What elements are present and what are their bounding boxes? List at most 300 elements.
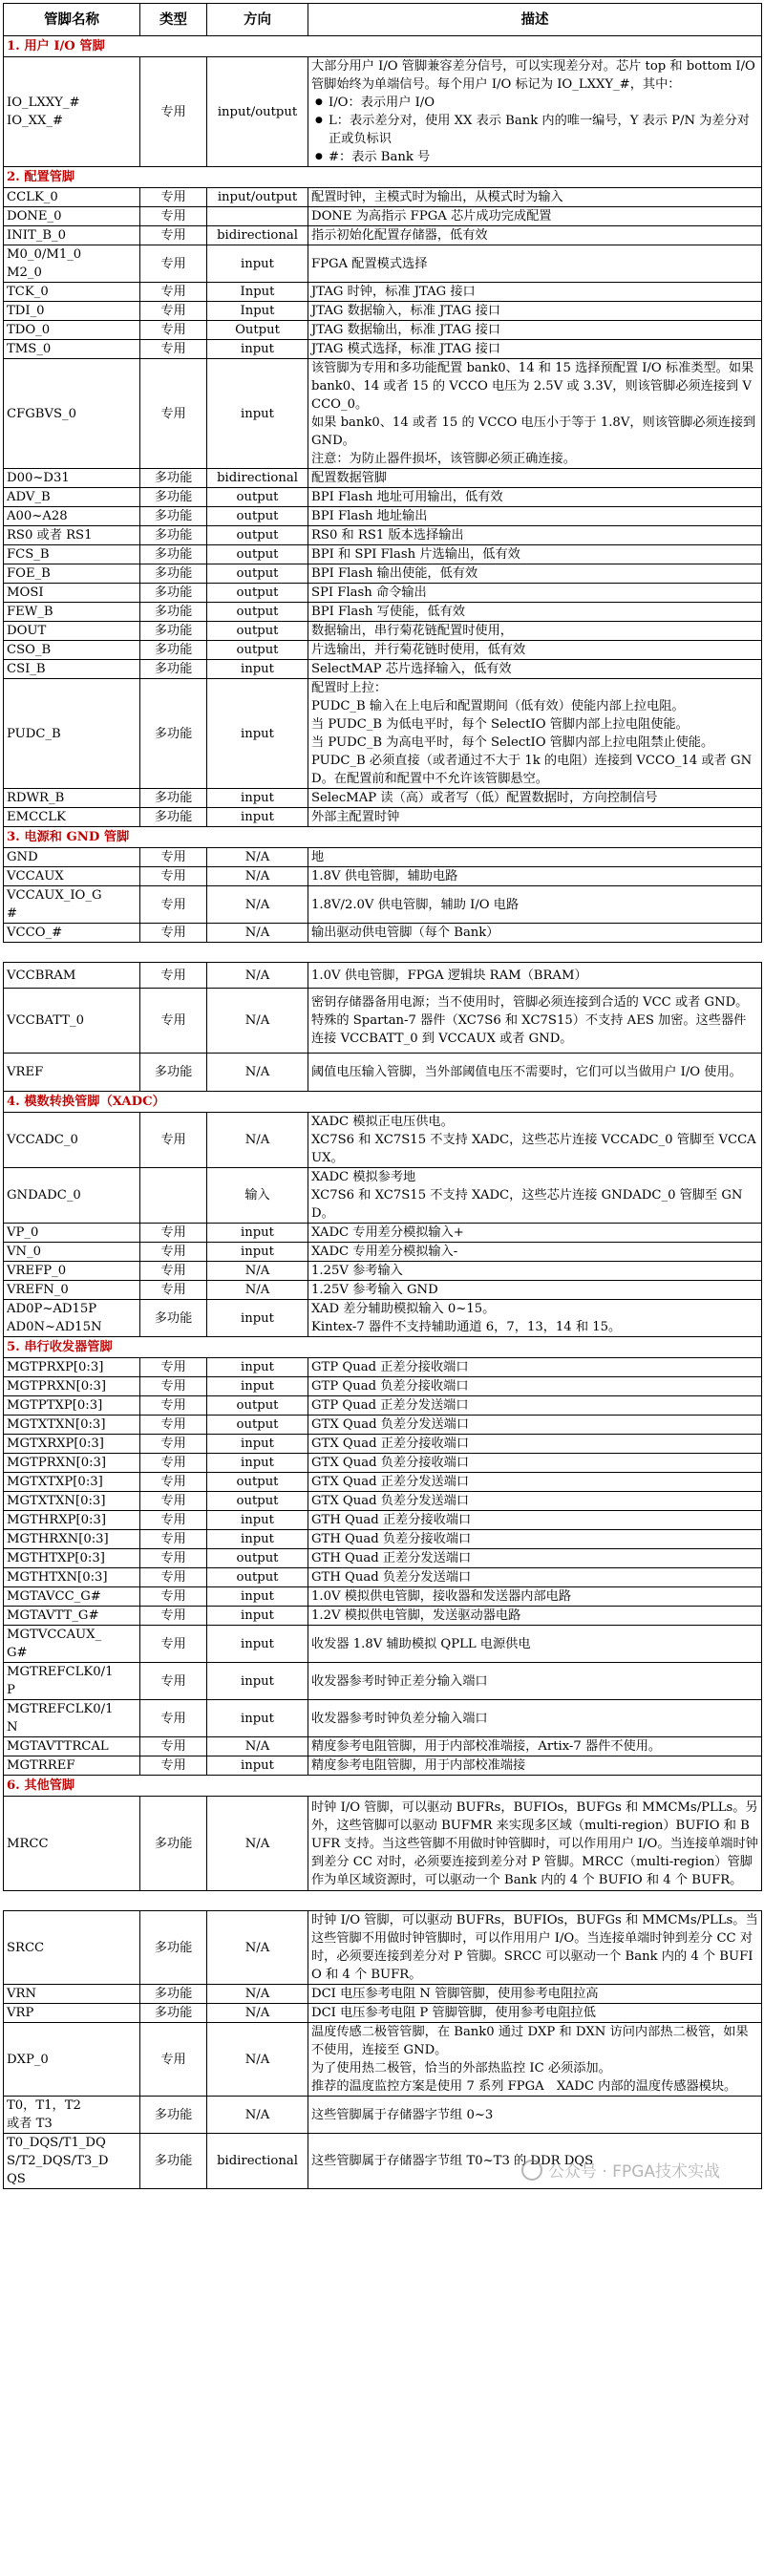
pin-direction-text: input: [241, 1310, 274, 1326]
pin-name-text: T0_DQS/T1_DQ S/T2_DQS/T3_D QS: [7, 2136, 109, 2186]
pin-name: [4, 867, 140, 886]
pin-type-text: 专用: [160, 1551, 186, 1565]
section-header: [4, 1776, 762, 1797]
pin-name-text: VCCAUX: [7, 869, 64, 884]
pin-type: [140, 302, 207, 321]
pin-type-text: 多功能: [154, 605, 193, 619]
pin-description: [308, 283, 762, 302]
pin-row: [4, 526, 762, 545]
pin-type: [140, 1281, 207, 1300]
pin-description-text: XAD 差分辅助模拟输入 0~15。 Kintex-7 器件不支持辅助通道 6，7，13，14 和 15。: [311, 1302, 622, 1334]
pin-direction-text: input: [241, 810, 274, 824]
pin-name: [4, 1396, 140, 1416]
pin-description-text: 配置时钟，主模式时为输出，从模式时为输入: [311, 190, 563, 204]
pin-description: [308, 488, 762, 507]
pin-direction-text: input/output: [217, 104, 298, 119]
pin-name: [4, 989, 140, 1054]
pin-direction: [207, 886, 308, 924]
pin-type-text: 专用: [160, 228, 186, 243]
section-header: [4, 1092, 762, 1113]
pin-direction-text: input: [241, 256, 274, 271]
pin-description-text: 1.0V 模拟供电管脚，接收器和发送器内部电路: [311, 1589, 572, 1604]
pin-row: [4, 1756, 762, 1776]
pin-description-text: 收发器 1.8V 辅助模拟 QPLL 电源供电: [311, 1636, 531, 1651]
pin-name-text: VCCBRAM: [7, 968, 76, 983]
pin-description-text: 地: [311, 850, 325, 864]
pin-row: [4, 886, 762, 924]
pin-description-text: GTP Quad 正差分接收端口: [311, 1360, 469, 1374]
pin-name-text: MGTREFCLK0/1 N: [7, 1702, 114, 1735]
pin-name-text: MGTAVTT_G#: [7, 1608, 99, 1623]
pin-type: [140, 1663, 207, 1700]
pin-direction-text: output: [236, 1475, 279, 1489]
pin-type-text: 专用: [160, 1673, 186, 1689]
pin-row: [4, 1549, 762, 1568]
pin-row: [4, 808, 762, 827]
pin-name: [4, 1492, 140, 1511]
pin-name: [4, 1549, 140, 1568]
pin-description: [308, 660, 762, 679]
pin-direction: [207, 1473, 308, 1492]
pin-direction: [207, 302, 308, 321]
pin-type-text: 专用: [160, 1532, 186, 1546]
pin-description-text: GTX Quad 负差分接收端口: [311, 1456, 470, 1470]
pin-name: [4, 245, 140, 283]
pin-type-text: 专用: [160, 1360, 186, 1374]
pin-description: [308, 641, 762, 660]
pin-type: [140, 2023, 207, 2097]
pin-direction-text: input: [241, 1437, 274, 1451]
pin-description: [308, 1243, 762, 1262]
pin-description: [308, 603, 762, 622]
pin-row: [4, 545, 762, 564]
pin-description: [308, 1416, 762, 1435]
pin-type: [140, 340, 207, 359]
pin-direction-text: output: [236, 547, 279, 562]
pin-description-text: BPI Flash 地址输出: [311, 509, 428, 523]
pin-description: [308, 1300, 762, 1337]
pin-name-text: ADV_B: [7, 490, 51, 504]
pin-type-text: 专用: [160, 1264, 186, 1278]
pin-description: [308, 1549, 762, 1568]
pin-description: [308, 226, 762, 245]
pin-type-text: 多功能: [154, 1065, 193, 1079]
pin-description: [308, 302, 762, 321]
pin-direction: [207, 1262, 308, 1281]
pin-description-text: 1.8V 供电管脚，辅助电路: [311, 869, 458, 884]
pin-type: [140, 924, 207, 943]
pin-type-text: 专用: [160, 1417, 186, 1432]
pin-row: [4, 188, 762, 207]
pin-direction-text: N/A: [244, 1133, 270, 1147]
pin-type-text: 专用: [160, 926, 186, 940]
pin-description-text: SPI Flash 命令输出: [311, 585, 427, 600]
pin-row: [4, 963, 762, 989]
pin-name-text: TDI_0: [7, 304, 45, 318]
pin-direction-text: N/A: [244, 1065, 270, 1079]
pin-description: [308, 1985, 762, 2004]
pin-description-text: JTAG 数据输出，标准 JTAG 接口: [311, 323, 501, 337]
pin-direction-text: input: [241, 1589, 274, 1604]
pin-row: [4, 1700, 762, 1737]
pin-direction-text: bidirectional: [217, 2154, 298, 2168]
pin-description-text: SelectMAP 芯片选择输入，低有效: [311, 662, 512, 676]
pin-type: [140, 1756, 207, 1776]
wechat-logo-icon: [521, 2160, 542, 2181]
pin-name-text: TCK_0: [7, 285, 49, 299]
pin-direction: [207, 1243, 308, 1262]
pin-direction: [207, 1300, 308, 1337]
pin-type: [140, 1113, 207, 1168]
section-header: [4, 1337, 762, 1358]
pin-name-text: MGTXTXN[0:3]: [7, 1494, 106, 1508]
pin-name: [4, 603, 140, 622]
pin-description-text: XADC 模拟正电压供电。 XC7S6 和 XC7S15 不支持 XADC，这些芯片连接 VCCADC_0 管脚至 VCCAUX。: [311, 1115, 756, 1165]
pin-type-text: 多功能: [154, 490, 193, 504]
pin-name-text: MGTAVTTRCAL: [7, 1739, 109, 1754]
pin-description: [308, 584, 762, 603]
pin-name-text: DXP_0: [7, 2052, 49, 2067]
pin-row: [4, 1568, 762, 1587]
pin-direction-text: N/A: [244, 1739, 270, 1754]
pin-name-text: VN_0: [7, 1245, 42, 1259]
pin-row: [4, 622, 762, 641]
pin-description-text: 配置时上拉： PUDC_B 输入在上电后和配置期间（低有效）使能内部上拉电阻。 当 PUDC_B 为低电平时，每个 SelectIO 管脚内部上拉电阻使能。 当 PUDC_B 为高电平时，每个 SelectIO 管脚内部上拉电阻禁止使能。 PUDC_B 必须直接（或者通过不大于 1k 的电阻）连接到 VCCO_14 或者 GND。在配置前和配置中不允许该管脚悬空。: [311, 681, 753, 786]
pin-row: [4, 1377, 762, 1396]
pin-direction-text: N/A: [244, 1940, 270, 1955]
pin-direction: [207, 2023, 308, 2097]
pin-direction: [207, 1663, 308, 1700]
pin-direction-text: input: [241, 1532, 274, 1546]
pin-description-text: RS0 和 RS1 版本选择输出: [311, 528, 464, 543]
pin-direction: [207, 1281, 308, 1300]
pin-direction-text: input: [241, 1225, 274, 1240]
pin-direction: [207, 245, 308, 283]
pin-description-text: BPI Flash 地址可用输出，低有效: [311, 490, 503, 504]
pin-row: [4, 207, 762, 226]
pin-type-text: 专用: [160, 1513, 186, 1527]
pin-description: [308, 245, 762, 283]
section-header: [4, 36, 762, 57]
pin-row: [4, 1492, 762, 1511]
pin-type-text: 专用: [160, 1608, 186, 1623]
pin-type-text: 专用: [160, 1589, 186, 1604]
pin-name-text: MGTXTXN[0:3]: [7, 1417, 106, 1432]
pin-name: [4, 1262, 140, 1281]
pin-direction-text: input: [241, 1513, 274, 1527]
pin-description: [308, 1663, 762, 1700]
pin-name: [4, 584, 140, 603]
pin-name: [4, 545, 140, 564]
pin-name-text: MGTRREF: [7, 1758, 75, 1773]
pin-row: [4, 641, 762, 660]
description-list-item: ● L：表示差分对，使用 XX 表示 Bank 内的唯一编号，Y 表示 P/N 为差分对正或负标识: [329, 112, 758, 148]
pin-description: [308, 1262, 762, 1281]
pin-type: [140, 469, 207, 488]
pin-type: [140, 1911, 207, 1985]
pin-name: [4, 1911, 140, 1985]
pin-direction: [207, 660, 308, 679]
pin-direction-text: input: [241, 1456, 274, 1470]
pin-type: [140, 1549, 207, 1568]
pin-type-text: 专用: [160, 256, 186, 271]
pin-name-text: FEW_B: [7, 605, 53, 619]
pin-direction: [207, 1416, 308, 1435]
pin-name-text: MGTREFCLK0/1 P: [7, 1665, 114, 1697]
pin-name-text: MGTXRXP[0:3]: [7, 1437, 104, 1451]
pin-type: [140, 526, 207, 545]
pin-row: [4, 584, 762, 603]
pin-direction: [207, 1168, 308, 1224]
pin-row: [4, 924, 762, 943]
pin-direction: [207, 1358, 308, 1377]
pin-type-text: 多功能: [154, 810, 193, 824]
pin-direction-text: N/A: [244, 2107, 270, 2122]
pin-name: [4, 1737, 140, 1756]
pin-row: [4, 1243, 762, 1262]
pin-description-text: GTX Quad 负差分发送端口: [311, 1494, 470, 1508]
pin-description-text: 收发器参考时钟正差分输入端口: [311, 1673, 488, 1689]
pin-name: [4, 2097, 140, 2134]
pin-name: [4, 660, 140, 679]
pin-name-text: A00~A28: [7, 509, 68, 523]
pin-direction-text: bidirectional: [217, 228, 298, 243]
pin-description-text: 时钟 I/O 管脚，可以驱动 BUFRs，BUFIOs，BUFGs 和 MMCMs/PLLs。另外，这些管脚可以驱动 BUFMR 来实现多区域（multi-region）BUFIO 和 BUFR 支持。当这些管脚不用做时钟管脚时，可以作用用户 I/O。当连接单端时钟到差分 CC 对时，必须要连接到差分对 P 管脚。MRCC（multi-region）管脚作为单区域资源时，可以驱动一个 Bank 内的 4 个 BUFIO 和 4 个 BUFR。: [311, 1799, 758, 1887]
pin-description-text: 1.2V 模拟供电管脚，发送驱动器电路: [311, 1608, 521, 1623]
pin-direction-text: N/A: [244, 1283, 270, 1297]
pin-description-text: 1.25V 参考输入 GND: [311, 1283, 438, 1297]
pin-direction: [207, 1549, 308, 1568]
pin-type-text: 专用: [160, 1475, 186, 1489]
pin-description: [308, 1492, 762, 1511]
pin-name: [4, 1300, 140, 1337]
pin-type-text: 专用: [160, 1225, 186, 1240]
pin-direction: [207, 848, 308, 867]
pin-direction-text: output: [236, 490, 279, 504]
pin-type-text: 多功能: [154, 585, 193, 600]
pin-description: [308, 963, 762, 989]
pin-name-text: VRP: [7, 2006, 34, 2020]
pin-description: [308, 789, 762, 808]
pin-description-text: 精度参考电阻管脚，用于内部校准端接，Artix-7 器件不使用。: [311, 1739, 662, 1754]
pin-direction-text: input: [241, 662, 274, 676]
section-title: 6. 其他管脚: [4, 1776, 762, 1797]
pin-description: [308, 886, 762, 924]
pin-type: [140, 283, 207, 302]
pin-direction: [207, 1700, 308, 1737]
pin-description-text: 外部主配置时钟: [311, 810, 400, 824]
pin-direction-text: input: [241, 1608, 274, 1623]
pin-description: [308, 2023, 762, 2097]
pin-name: [4, 57, 140, 167]
pin-name: [4, 1511, 140, 1530]
section-title: 4. 模数转换管脚（XADC）: [4, 1092, 762, 1113]
pin-name: [4, 1700, 140, 1737]
header-type: 类型: [140, 4, 207, 36]
pin-name-text: RS0 或者 RS1: [7, 528, 93, 543]
pin-description: [308, 2097, 762, 2134]
pin-row: [4, 2004, 762, 2023]
pin-direction-text: output: [236, 605, 279, 619]
pin-direction: [207, 1054, 308, 1092]
pin-direction-text: input: [241, 1636, 274, 1651]
pin-type-text: 专用: [160, 1245, 186, 1259]
pin-name: [4, 924, 140, 943]
pin-type-text: 专用: [160, 850, 186, 864]
pin-direction-text: input: [241, 1245, 274, 1259]
pin-name-text: TDO_0: [7, 323, 51, 337]
pin-type: [140, 789, 207, 808]
pin-description-text: GTX Quad 负差分发送端口: [311, 1417, 470, 1432]
pin-direction: [207, 867, 308, 886]
pin-description-text: GTH Quad 正差分发送端口: [311, 1551, 472, 1565]
pin-description-text: 数据输出，串行菊花链配置时使用，: [311, 624, 513, 638]
pin-type: [140, 188, 207, 207]
pin-name: [4, 1416, 140, 1435]
pin-description-text: FPGA 配置模式选择: [311, 256, 428, 271]
pin-row: [4, 1663, 762, 1700]
description-list-item: ● #：表示 Bank 号: [329, 148, 758, 166]
pin-description-text: 温度传感二极管管脚，在 Bank0 通过 DXP 和 DXN 访问内部热二极管，如果不使用，连接至 GND。 为了使用热二极管，恰当的外部热监控 IC 必须添加。 推荐的温度监控方案是使用 7 系列 FPGA XADC 内部的温度传感器模块。: [311, 2025, 749, 2094]
pin-name-text: CFGBVS_0: [7, 406, 77, 421]
pin-name-text: FCS_B: [7, 547, 50, 562]
pin-direction-text: output: [236, 1398, 279, 1413]
pin-name: [4, 321, 140, 340]
pin-description-text: 输出驱动供电管脚（每个 Bank）: [311, 926, 499, 940]
pin-row: [4, 359, 762, 469]
pin-type-text: 多功能: [154, 566, 193, 581]
pin-row: [4, 1358, 762, 1377]
pin-direction-text: input: [241, 1379, 274, 1394]
pin-name: [4, 1756, 140, 1776]
pin-direction-text: output: [236, 1551, 279, 1565]
pin-type-text: 多功能: [154, 662, 193, 676]
pin-name-text: PUDC_B: [7, 726, 61, 741]
pin-description-text: GTH Quad 负差分接收端口: [311, 1532, 472, 1546]
pin-name-text: MGTXTXP[0:3]: [7, 1475, 103, 1489]
pin-name: [4, 1663, 140, 1700]
pin-row: [4, 488, 762, 507]
pin-description: [308, 1113, 762, 1168]
pin-type: [140, 1054, 207, 1092]
pin-direction-text: output: [236, 1494, 279, 1508]
pin-description-text: DONE 为高指示 FPGA 芯片成功完成配置: [311, 209, 552, 224]
pin-name-text: MGTPRXN[0:3]: [7, 1379, 107, 1394]
pin-row: [4, 226, 762, 245]
pin-name-text: IO_LXXY_# IO_XX_#: [7, 96, 80, 128]
pin-name: [4, 1626, 140, 1663]
pin-name: [4, 302, 140, 321]
pin-type: [140, 622, 207, 641]
pin-description-text: 阈值电压输入管脚，当外部阈值电压不需要时，它们可以当做用户 I/O 使用。: [311, 1065, 742, 1079]
pin-name-text: VREFP_0: [7, 1264, 67, 1278]
pin-description: [308, 867, 762, 886]
pin-type-text: 专用: [160, 1636, 186, 1651]
section-title: 2. 配置管脚: [4, 167, 762, 188]
pin-type-text: 专用: [160, 285, 186, 299]
pin-type: [140, 1358, 207, 1377]
pin-type-text: 专用: [160, 406, 186, 421]
pin-type-text: 多功能: [154, 1310, 193, 1326]
pin-row: [4, 1054, 762, 1092]
pin-name-text: CSI_B: [7, 662, 46, 676]
pin-type: [140, 1262, 207, 1281]
pin-direction-text: output: [236, 585, 279, 600]
pin-type: [140, 1700, 207, 1737]
pin-row: [4, 1454, 762, 1473]
pin-type: [140, 1985, 207, 2004]
pin-description: [308, 1756, 762, 1776]
pin-description: [308, 848, 762, 867]
pin-direction: [207, 584, 308, 603]
pin-name: [4, 507, 140, 526]
pin-type-text: 多功能: [154, 643, 193, 657]
pin-name: [4, 226, 140, 245]
pin-description: [308, 1511, 762, 1530]
pin-direction: [207, 1568, 308, 1587]
pin-direction: [207, 1377, 308, 1396]
pin-name-text: MGTAVCC_G#: [7, 1589, 101, 1604]
pin-direction: [207, 340, 308, 359]
pin-direction-text: N/A: [244, 850, 270, 864]
pin-direction: [207, 1224, 308, 1243]
pin-name-text: MRCC: [7, 1836, 49, 1851]
pin-direction-text: input: [241, 726, 274, 741]
pin-name: [4, 1797, 140, 1891]
pin-type: [140, 564, 207, 584]
pin-row: [4, 1416, 762, 1435]
pin-name-text: MGTPTXP[0:3]: [7, 1398, 103, 1413]
pin-row: [4, 1300, 762, 1337]
pin-type: [140, 545, 207, 564]
pin-name-text: M0_0/M1_0 M2_0: [7, 247, 82, 280]
description-list: [311, 94, 758, 166]
pin-name: [4, 622, 140, 641]
pin-description-text: GTX Quad 正差分发送端口: [311, 1475, 470, 1489]
pin-name: [4, 359, 140, 469]
pin-type-text: 专用: [160, 1398, 186, 1413]
header-description: 描述: [308, 4, 762, 36]
pin-name-text: MGTVCCAUX_ G#: [7, 1628, 102, 1660]
pin-name: [4, 1168, 140, 1224]
pin-type: [140, 1454, 207, 1473]
pin-direction: [207, 1797, 308, 1891]
pin-row: [4, 2023, 762, 2097]
pin-description-text: 指示初始化配置存储器，低有效: [311, 228, 488, 243]
pin-row: [4, 1511, 762, 1530]
pin-type: [140, 507, 207, 526]
section-title: 5. 串行收发器管脚: [4, 1337, 762, 1358]
pin-type-text: 专用: [160, 1283, 186, 1297]
pin-name: [4, 2023, 140, 2097]
pin-name: [4, 1243, 140, 1262]
pin-name-text: MGTHRXN[0:3]: [7, 1532, 109, 1546]
pin-name: [4, 1358, 140, 1377]
pin-row: [4, 469, 762, 488]
pin-row: [4, 2097, 762, 2134]
pin-direction: [207, 2097, 308, 2134]
pin-description: [308, 1224, 762, 1243]
pin-description-text: XADC 模拟参考地 XC7S6 和 XC7S15 不支持 XADC，这些芯片连接 GNDADC_0 管脚至 GND。: [311, 1170, 743, 1221]
pin-type: [140, 848, 207, 867]
pin-description: [308, 1700, 762, 1737]
pin-direction: [207, 808, 308, 827]
pin-description-text: 密钥存储器备用电源；当不使用时，管脚必须连接到合适的 VCC 或者 GND。 特殊的 Spartan-7 器件（XC7S6 和 XC7S15）不支持 AES 加密。这些器件连接 VCCBATT_0 到 VCCAUX 或者 GND。: [311, 995, 749, 1046]
pin-direction-text: output: [236, 643, 279, 657]
pin-type: [140, 1626, 207, 1663]
page-break: [4, 1891, 762, 1911]
pin-description-text: 该管脚为专用和多功能配置 bank0、14 和 15 选择预配置 I/O 标准类型。如果 bank0、14 或者 15 的 VCCO 电压为 2.5V 或 3.3V，则该管脚必须连接到 VCCO_0。 如果 bank0、14 或者 15 的 VCCO 电压小于等于 1.8V，则该管脚必须连接到 GND。 注意：为防止器件损坏，该管脚必须正确连接。: [311, 361, 756, 466]
